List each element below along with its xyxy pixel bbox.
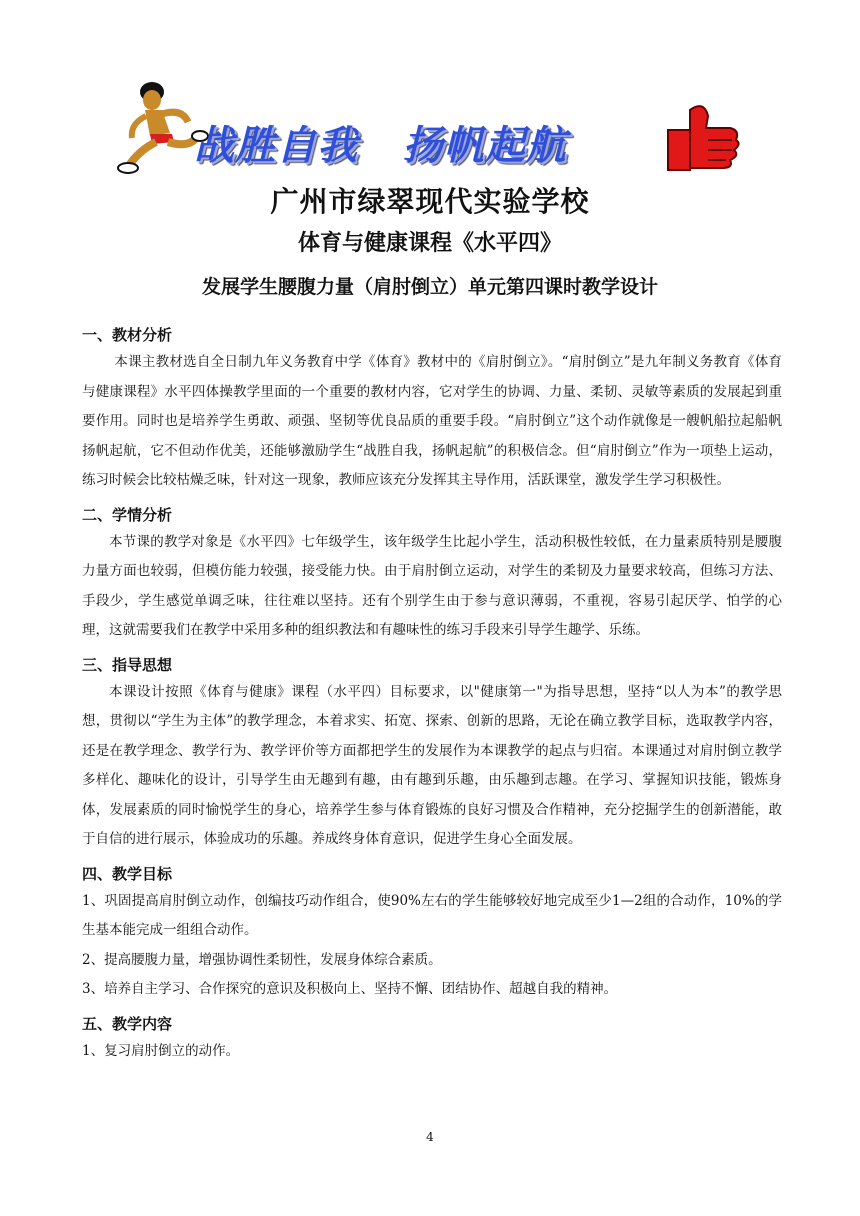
section-teaching-objectives xyxy=(82,861,782,1005)
section-student-analysis xyxy=(82,502,782,646)
section-heading: 三、指导思想 xyxy=(82,655,173,674)
course-title: 体育与健康课程《水平四》 xyxy=(297,231,562,256)
list-item: 1、复习肩肘倒立的动作。 xyxy=(82,1042,240,1059)
list-item: 2、提高腰腹力量，增强协调性柔韧性，发展身体综合素质。 xyxy=(82,951,442,968)
section-teaching-content xyxy=(82,1011,782,1067)
section-heading: 二、学情分析 xyxy=(82,505,173,524)
page-number: 4 xyxy=(426,1130,434,1144)
section-material-analysis xyxy=(82,322,782,496)
document-body xyxy=(82,318,782,1072)
slogan: 战胜自我 扬帆起航 xyxy=(194,123,567,169)
paragraph: 本课主教材选自全日制九年义务教育中学《体育》教材中的《肩肘倒立》。“肩肘倒立”是九年制义务教育《体育与健康课程》水平四体操教学里面的一个重要的教材内容，它对学生的协调、力量、柔韧、灵敏等素质的发展起到重要作用。同时也是培养学生勇敢、顽强、坚韧等优良品质的重要手段。“肩肘倒立”这个动作就像是一艘帆船拉起船帆扬帆起航，它不但动作优美，还能够激励学生“战胜自我，扬帆起航”的积极信念。但“肩肘倒立”作为一项垫上运动，练习时候会比较枯燥乏味，针对这一现象，教师应该充分发挥其主导作用，活跃课堂，激发学生学习积极性。 xyxy=(82,354,782,488)
school-name: 广州市绿翠现代实验学校 xyxy=(270,185,590,218)
list-item: 1、巩固提高肩肘倒立动作，创编技巧动作组合，使90%左右的学生能够较好地完成至少1—2组的合动作，10%的学生基本能完成一组组合动作。 xyxy=(82,892,782,938)
section-heading: 四、教学目标 xyxy=(82,864,173,883)
section-heading: 五、教学内容 xyxy=(82,1014,173,1033)
list-item: 3、培养自主学习、合作探究的意识及积极向上、坚持不懈、团结协作、超越自我的精神。 xyxy=(82,981,618,997)
section-heading: 一、教材分析 xyxy=(82,326,173,344)
thumbs-up-icon xyxy=(660,100,746,172)
paragraph: 本节课的教学对象是《水平四》七年级学生，该年级学生比起小学生，活动积极性较低，在力量素质特别是腰腹力量方面也较弱，但模仿能力较强，接受能力快。由于肩肘倒立运动，对学生的柔韧及力量要求较高，但练习方法、手段少，学生感觉单调乏味，往往难以坚持。还有个别学生由于参与意识薄弱，不重视，容易引起厌学、怕学的心理，这就需要我们在教学中采用多种的组织教法和有趣味性的练习手段来引导学生趣学、乐练。 xyxy=(82,533,782,638)
section-guiding-ideology xyxy=(82,652,782,855)
header-banner xyxy=(110,78,750,180)
paragraph: 本课设计按照《体育与健康》课程（水平四）目标要求，以"健康第一"为指导思想，坚持“以人为本”的教学思想，贯彻以“学生为主体”的教学理念，本着求实、拓宽、探索、创新的思路，无论在确立教学目标，选取教学内容，还是在教学理念、教学行为、教学评价等方面都把学生的发展作为本课教学的起点与归宿。本课通过对肩肘倒立教学多样化、趣味化的设计，引导学生由无趣到有趣，由有趣到乐趣，由乐趣到志趣。在学习、掌握知识技能，锻炼身体，发展素质的同时愉悦学生的身心，培养学生参与体育锻炼的良好习惯及合作精神，充分挖掘学生的创新潜能，敢于自信的进行展示，体验成功的乐趣。养成终身体育意识，促进学生身心全面发展。 xyxy=(82,683,782,847)
unit-title: 发展学生腰腹力量（肩肘倒立）单元第四课时教学设计 xyxy=(201,276,658,298)
